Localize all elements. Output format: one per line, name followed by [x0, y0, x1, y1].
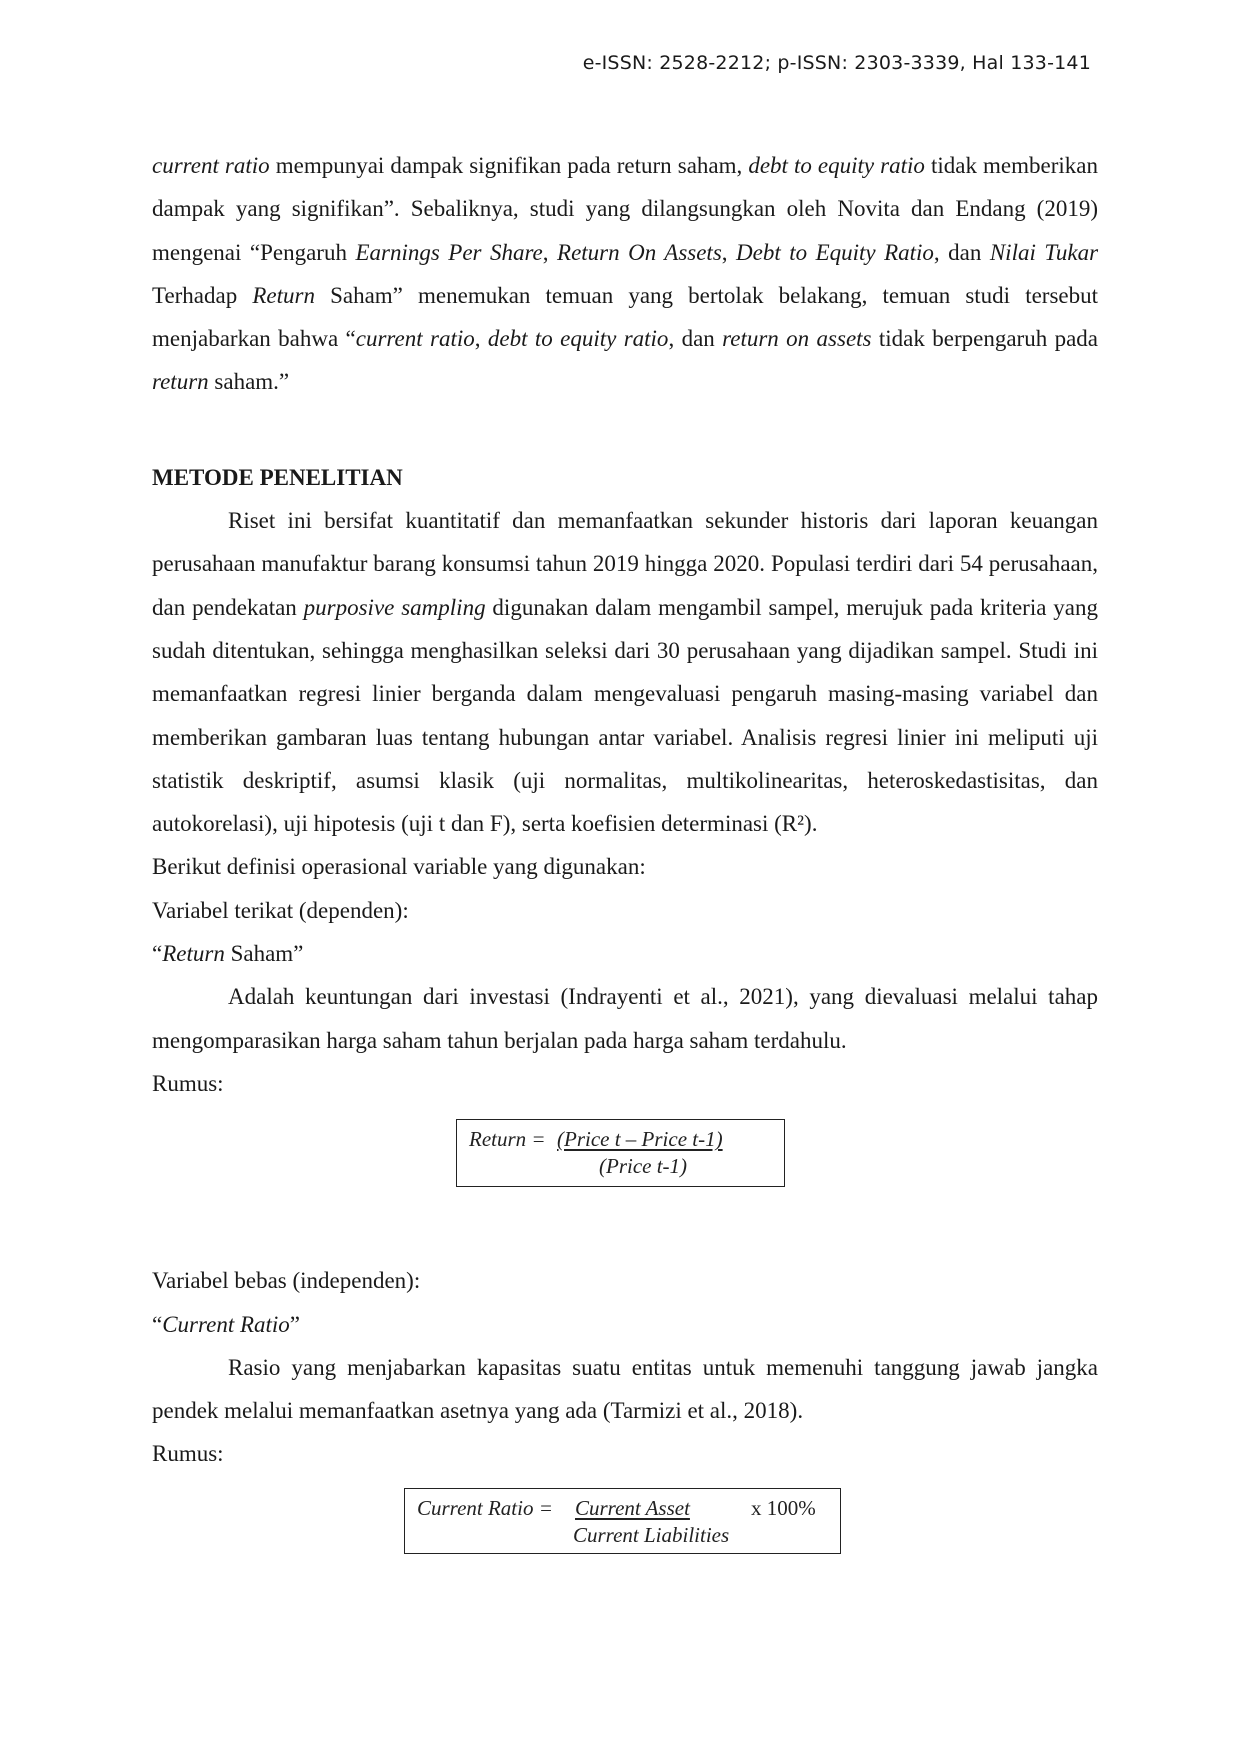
text-run: ” [289, 1311, 301, 1337]
formula-label: Rumus: [152, 1070, 224, 1096]
italic-term: return on assets [722, 326, 872, 352]
formula-lhs: Return = [469, 1127, 546, 1152]
italic-term: Debt to Equity Ratio [736, 239, 934, 265]
text-run: , dan [933, 239, 990, 265]
page-content [152, 144, 1098, 1570]
italic-term: Nilai Tukar [989, 239, 1099, 265]
text-run: Saham” [224, 941, 304, 967]
formula-lhs: Current Ratio = [417, 1495, 553, 1520]
text-run: Saham” menemukan temuan yang bertolak belakang, temuan studi tersebut menjabarkan bahwa “ [152, 282, 1098, 352]
italic-term: debt to equity ratio [487, 326, 669, 352]
formula-label: Rumus: [152, 1441, 224, 1467]
text-run: , dan [668, 326, 723, 352]
italic-term: purposive sampling [303, 594, 486, 620]
text-run: Terhadap [152, 282, 253, 308]
italic-term: Earnings Per Share [355, 239, 543, 265]
italic-term: Return [162, 941, 225, 967]
formula-current-ratio-container [152, 1476, 1098, 1570]
italic-term: current ratio [355, 326, 475, 352]
paragraph-literature [152, 144, 1098, 404]
italic-term: Return On Assets [557, 239, 722, 265]
italic-term: return [152, 369, 209, 395]
spacer [152, 1205, 1098, 1259]
text-run: saham.” [208, 369, 290, 395]
section-heading: METODE PENELITIAN [152, 464, 403, 490]
definition-intro: Berikut definisi operasional variable yang digunakan: [152, 854, 646, 880]
italic-term: Current Ratio [162, 1311, 290, 1337]
formula-return-box [456, 1119, 785, 1187]
italic-term: Return [252, 282, 315, 308]
paragraph-return-definition: Adalah keuntungan dari investasi (Indrayenti et al., 2021), yang dievaluasi melalui tahap mengomparasikan harga saham tahun berjalan pada harga saham terdahulu. [152, 984, 1098, 1053]
independent-variable-label: Variabel bebas (independen): [152, 1268, 421, 1294]
text-run: tidak memberikan dampak yang signifikan”. Sebaliknya, studi yang dilangsungkan oleh Novita dan Endang (2019) mengenai “Pengaruh [152, 153, 1098, 265]
text-run: mempunyai dampak signifikan pada return saham, [269, 153, 749, 178]
spacer [152, 404, 1098, 456]
formula-numerator: Current Asset [575, 1495, 690, 1520]
text-run: digunakan dalam mengambil sampel, merujuk pada kriteria yang sudah ditentukan, sehingga menghasilkan seleksi dari 30 perusahaan yang dijadikan sampel. Studi ini memanfaatkan regresi linier berganda dalam mengevaluasi pengaruh masing-masing variabel dan memberikan gambaran luas tentang hubungan antar variabel. Analisis regresi linier ini meliputi uji statistik deskriptif, asumsi klasik (uji normalitas, multikolinearitas, heteroskedastisitas, dan autokorelasi), uji hipotesis (uji t dan F), serta koefisien determinasi (R²). [152, 594, 1099, 837]
formula-denominator: Current Liabilities [573, 1522, 730, 1547]
return-saham-title [152, 932, 1098, 975]
text-run: Riset ini bersifat kuantitatif dan memanfaatkan sekunder historis dari laporan keuangan perusahaan manufaktur barang konsumsi tahun 2019 hingga 2020. Populasi terdiri dari 54 perusahaan, dan pendekatan [152, 508, 1098, 620]
quote-open: “ [152, 941, 163, 967]
journal-issn-header: e-ISSN: 2528-2212; p-ISSN: 2303-3339, Hal 133-141 [582, 52, 1091, 74]
formula-denominator: (Price t-1) [599, 1154, 688, 1179]
formula-current-ratio-box [404, 1488, 841, 1554]
italic-term: debt to equity ratio [748, 153, 925, 178]
formula-numerator: (Price t – Price t-1) [557, 1127, 723, 1152]
text-run: , [542, 239, 558, 265]
dependent-variable-label: Variabel terikat (dependen): [152, 897, 409, 923]
quote-open: “ [152, 1311, 163, 1337]
current-ratio-title [152, 1303, 1098, 1346]
formula-return-container [152, 1105, 1098, 1205]
formula-multiplier: x 100% [751, 1495, 816, 1520]
text-run: tidak berpengaruh pada [871, 326, 1098, 352]
italic-term: current ratio [152, 153, 270, 178]
text-run: , [474, 326, 488, 352]
paragraph-method [152, 499, 1098, 845]
paragraph-current-ratio-definition: Rasio yang menjabarkan kapasitas suatu entitas untuk memenuhi tanggung jawab jangka pendek melalui memanfaatkan asetnya yang ada (Tarmizi et al., 2018). [152, 1354, 1098, 1424]
text-run: , [721, 239, 737, 265]
